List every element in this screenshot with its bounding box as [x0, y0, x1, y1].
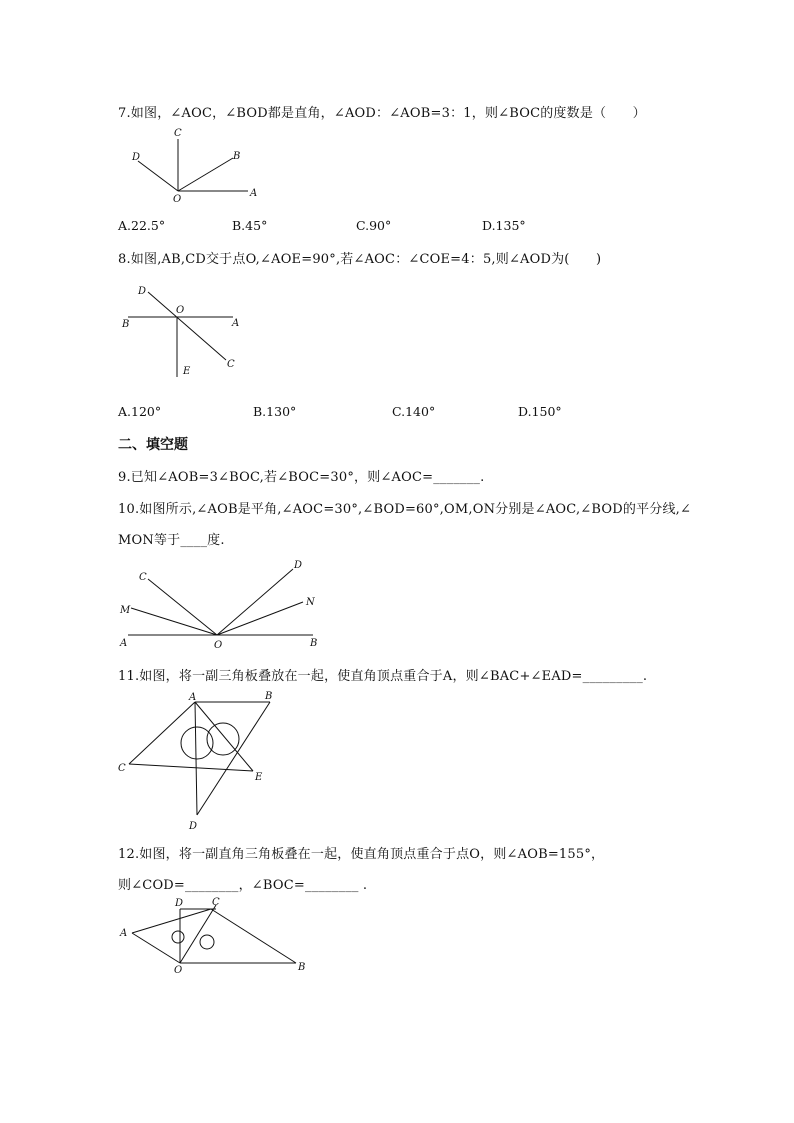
q11-figure	[115, 685, 285, 835]
q10-label-b: B	[310, 638, 318, 649]
q10-label-c: C	[139, 572, 147, 583]
q12-label-b: B	[298, 962, 306, 973]
q11-label-e: E	[255, 772, 263, 783]
q11-label-c: C	[118, 763, 126, 774]
q12-side-ac	[132, 909, 211, 933]
q10-ray-om	[131, 608, 217, 635]
q8-label-e: E	[183, 366, 191, 377]
q11-side-bd	[197, 702, 270, 815]
q12-hole-right	[200, 935, 214, 949]
q7-label-a: A	[250, 188, 258, 199]
q8-option-a: A.120°	[118, 404, 162, 419]
q9-text: 9.已知∠AOB=3∠BOC,若∠BOC=30°，则∠AOC=_______.	[118, 470, 485, 485]
q7-ray-ob	[178, 158, 233, 191]
q12-label-o: O	[174, 965, 183, 976]
q12-side-cb	[211, 909, 296, 963]
q7-ray-od	[138, 161, 178, 191]
q11-label-d: D	[189, 821, 198, 832]
q12-label-a: A	[120, 928, 128, 939]
q11-text: 11.如图，将一副三角板叠放在一起，使直角顶点重合于A，则∠BAC+∠EAD=_________.	[118, 669, 648, 684]
q8-label-o: O	[176, 305, 185, 316]
q8-label-b: B	[122, 319, 130, 330]
q7-label-b: B	[233, 151, 241, 162]
q10-label-m: M	[120, 605, 131, 616]
q8-option-b: B.130°	[253, 404, 297, 419]
q12-side-co	[180, 905, 216, 963]
q7-option-b: B.45°	[232, 218, 268, 233]
section-title: 二、填空题	[118, 437, 188, 453]
q10-ray-on	[217, 602, 303, 635]
q11-side-ae	[195, 702, 253, 771]
q10-text-line1: 10.如图所示,∠AOB是平角,∠AOC=30°,∠BOD=60°,OM,ON分别是∠AOC,∠BOD的平分线,∠	[118, 502, 692, 517]
q11-label-a: A	[189, 692, 197, 703]
q8-line-dc	[148, 292, 226, 360]
q8-label-d: D	[138, 286, 147, 297]
q7-option-d: D.135°	[482, 218, 526, 233]
q8-text: 8.如图,AB,CD交于点O,∠AOE=90°,若∠AOC：∠COE=4：5,则∠AOD为( )	[118, 252, 602, 267]
q12-text-line2: 则∠COD=________，∠BOC=________ .	[118, 878, 368, 893]
q8-label-c: C	[227, 359, 235, 370]
q10-figure	[118, 555, 328, 650]
q12-text-line1: 12.如图，将一副直角三角板叠在一起，使直角顶点重合于点O，则∠AOB=155°，	[118, 847, 605, 862]
q10-ray-oc	[148, 579, 217, 635]
q12-hole-left	[172, 931, 184, 943]
q7-label-o: O	[173, 194, 182, 205]
q12-figure	[118, 895, 318, 980]
q7-option-a: A.22.5°	[118, 218, 166, 233]
q12-label-c: C	[212, 897, 220, 908]
q8-option-d: D.150°	[518, 404, 562, 419]
q11-hole-right	[207, 723, 239, 755]
q7-figure	[128, 125, 268, 205]
q10-label-o: O	[214, 640, 223, 651]
q7-option-c: C.90°	[356, 218, 392, 233]
q8-label-a: A	[232, 318, 240, 329]
q7-text: 7.如图，∠AOC，∠BOD都是直角，∠AOD：∠AOB=3：1，则∠BOC的度数是（ ）	[118, 106, 646, 121]
q8-option-c: C.140°	[392, 404, 436, 419]
q10-text-line2: MON等于____度.	[118, 533, 225, 548]
q10-label-n: N	[306, 597, 315, 608]
q12-side-ao	[132, 933, 180, 963]
q10-ray-od	[217, 569, 293, 635]
q10-label-d: D	[294, 560, 303, 571]
q11-label-b: B	[265, 691, 273, 702]
q10-label-a: A	[120, 638, 128, 649]
q7-label-c: C	[174, 128, 182, 139]
q11-side-ce	[129, 764, 253, 771]
q7-label-d: D	[132, 152, 141, 163]
q12-label-d: D	[175, 898, 184, 909]
q8-figure	[118, 282, 248, 382]
